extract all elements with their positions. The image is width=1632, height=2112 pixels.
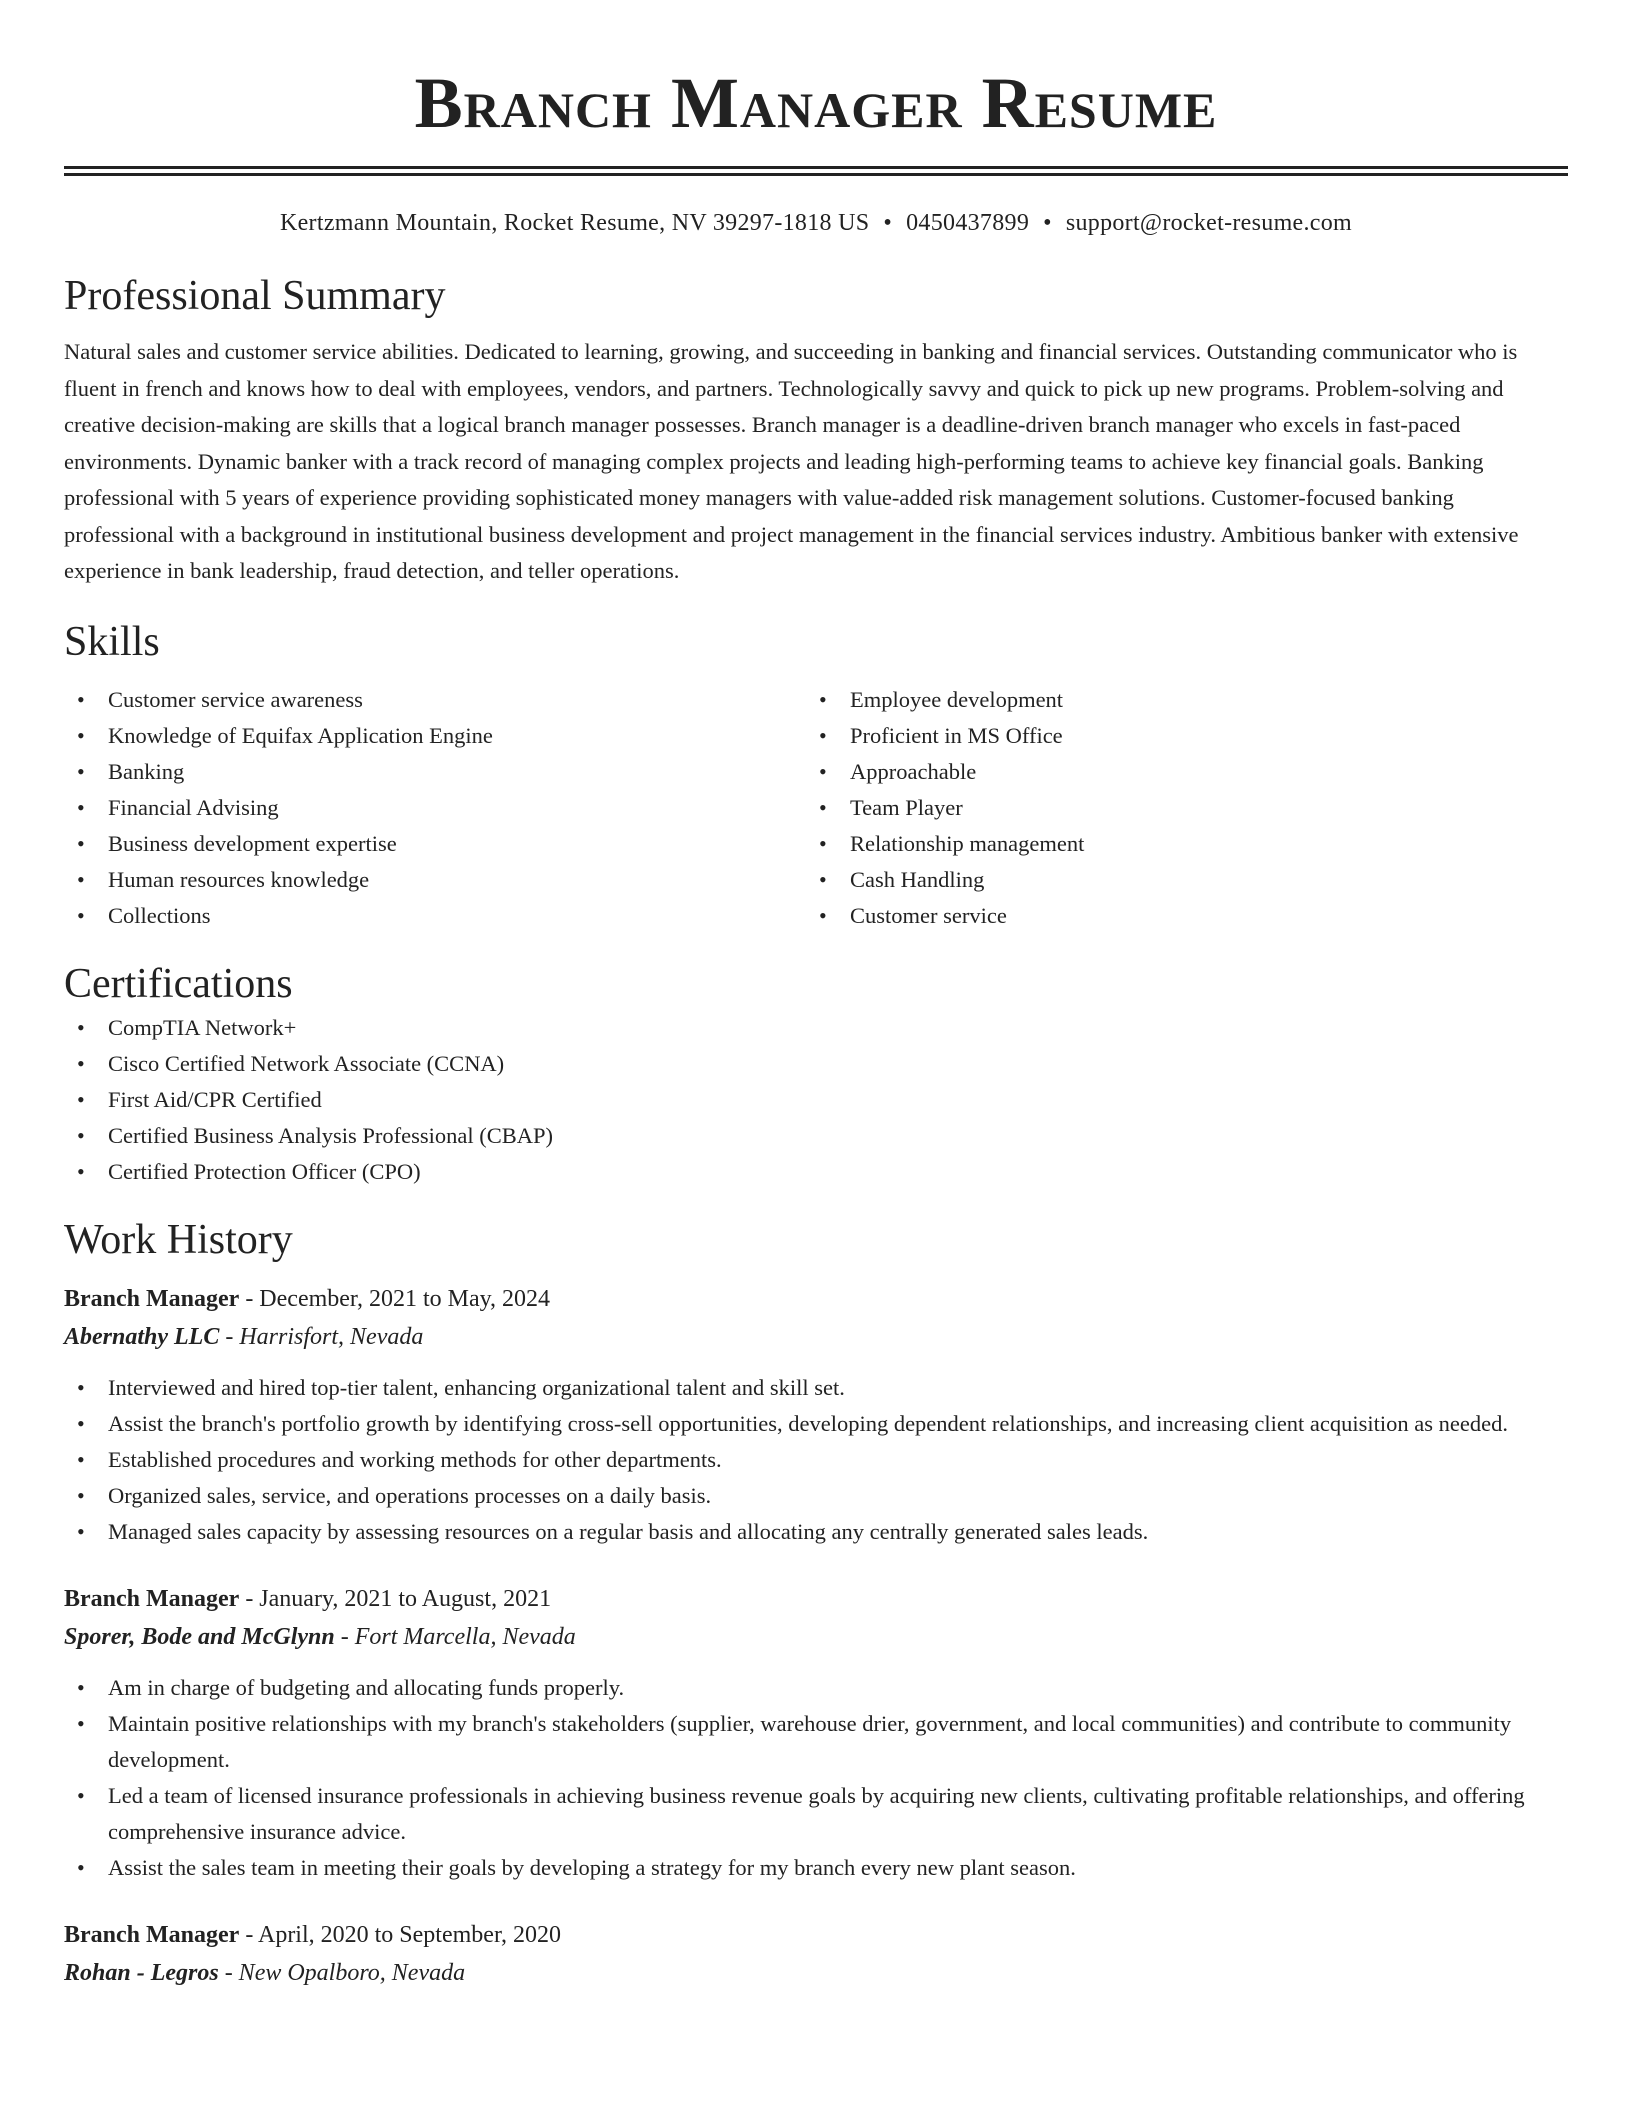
skill-item: • Human resources knowledge <box>64 862 806 898</box>
skill-item: • Proficient in MS Office <box>806 718 1548 754</box>
job-dates: - April, 2020 to September, 2020 <box>239 1921 561 1948</box>
job-duty-item: • Led a team of licensed insurance professionals in achieving business revenue goals by acquiring new clients, cultivating profitable relationships, and offering comprehensive insurance advice. <box>64 1778 1568 1850</box>
job-title-line <box>64 1580 1568 1618</box>
skill-item: • Business development expertise <box>64 826 806 862</box>
skill-item: • Customer service awareness <box>64 682 806 718</box>
job-duties-list <box>64 1370 1568 1550</box>
job-duty-item: • Interviewed and hired top-tier talent, enhancing organizational talent and skill set. <box>64 1370 1568 1406</box>
job-company-line <box>64 1618 1568 1656</box>
job-duty-item: • Organized sales, service, and operations processes on a daily basis. <box>64 1478 1568 1514</box>
contact-separator: • <box>1043 210 1052 236</box>
certification-item: • CompTIA Network+ <box>64 1010 1568 1046</box>
job-duty-item: • Established procedures and working methods for other departments. <box>64 1442 1568 1478</box>
job-duties-list <box>64 1670 1568 1886</box>
skills-list <box>64 682 1568 934</box>
job-duty-item: • Assist the sales team in meeting their goals by developing a strategy for my branch every new plant season. <box>64 1850 1568 1886</box>
skill-item: • Relationship management <box>806 826 1548 862</box>
job-title-line <box>64 1916 1568 1954</box>
certification-item: • Certified Protection Officer (CPO) <box>64 1154 1568 1190</box>
job-duty-item: • Assist the branch's portfolio growth by identifying cross-sell opportunities, developing dependent relationships, and increasing client acquisition as needed. <box>64 1406 1568 1442</box>
job-role: Branch Manager <box>64 1921 240 1948</box>
job-company-line <box>64 1318 1568 1356</box>
skill-item: • Collections <box>64 898 806 934</box>
job-duty-item: • Managed sales capacity by assessing resources on a regular basis and allocating any centrally generated sales leads. <box>64 1514 1568 1550</box>
skill-item: • Financial Advising <box>64 790 806 826</box>
job-role: Branch Manager <box>64 1585 240 1612</box>
contact-address: Kertzmann Mountain, Rocket Resume, NV 39297-1818 US <box>279 210 870 236</box>
work-history-heading: Work History <box>64 1216 293 1263</box>
skill-item: • Cash Handling <box>806 862 1548 898</box>
skill-item: • Approachable <box>806 754 1548 790</box>
job-role: Branch Manager <box>64 1285 240 1312</box>
job-company: Rohan - Legros <box>64 1959 219 1986</box>
summary-heading: Professional Summary <box>64 273 446 319</box>
contact-phone: 0450437899 <box>906 210 1030 236</box>
summary-text: Natural sales and customer service abilities. Dedicated to learning, growing, and succeeding in banking and financial services. Outstanding communicator who is fluent in french and knows how to deal with employees, vendors, and partners. Technologically savvy and quick to pick up new programs. Problem-solving and creative decision-making are skills that a logical branch manager possesses. Branch manager is a deadline-driven branch manager who excels in fast-paced environments. Dynamic banker with a track record of managing complex projects and leading high-performing teams to achieve key financial goals. Banking professional with 5 years of experience providing sophisticated money managers with value-added risk management solutions. Customer-focused banking professional with a background in institutional business development and project management in the financial services industry. Ambitious banker with extensive experience in bank leadership, fraud detection, and teller operations. <box>64 339 1519 583</box>
job-company: Abernathy LLC <box>64 1323 220 1350</box>
contact-separator: • <box>883 210 893 236</box>
certification-item: • Certified Business Analysis Professional (CBAP) <box>64 1118 1568 1154</box>
job-location: - Fort Marcella, Nevada <box>334 1623 576 1650</box>
skill-item: • Banking <box>64 754 806 790</box>
skill-item: • Team Player <box>806 790 1548 826</box>
skills-heading: Skills <box>64 618 160 665</box>
skill-item: • Employee development <box>806 682 1548 718</box>
certification-item: • Cisco Certified Network Associate (CCNA) <box>64 1046 1568 1082</box>
contact-email[interactable]: support@rocket-resume.com <box>1065 210 1353 236</box>
skill-item: • Customer service <box>806 898 1548 934</box>
job-entry <box>64 1916 1568 1992</box>
job-location: - New Opalboro, Nevada <box>218 1959 466 1986</box>
certification-item: • First Aid/CPR Certified <box>64 1082 1568 1118</box>
job-dates: - January, 2021 to August, 2021 <box>239 1585 552 1612</box>
job-company-line <box>64 1954 1568 1992</box>
job-entry <box>64 1280 1568 1550</box>
certifications-heading: Certifications <box>64 960 293 1007</box>
job-company: Sporer, Bode and McGlynn <box>64 1623 335 1650</box>
title-divider <box>64 166 1568 176</box>
skills-column-right <box>806 682 1548 934</box>
resume-title: Branch Manager Resume <box>414 63 1218 143</box>
certifications-list <box>64 1010 1568 1190</box>
job-location: - Harrisfort, Nevada <box>219 1323 424 1350</box>
skills-column-left <box>64 682 806 934</box>
job-entry <box>64 1580 1568 1886</box>
job-title-line <box>64 1280 1568 1318</box>
contact-line <box>64 206 1568 240</box>
job-dates: - December, 2021 to May, 2024 <box>239 1285 551 1312</box>
skill-item: • Knowledge of Equifax Application Engine <box>64 718 806 754</box>
job-duty-item: • Maintain positive relationships with my branch's stakeholders (supplier, warehouse drier, government, and local communities) and contribute to community development. <box>64 1706 1568 1778</box>
job-duty-item: • Am in charge of budgeting and allocating funds properly. <box>64 1670 1568 1706</box>
